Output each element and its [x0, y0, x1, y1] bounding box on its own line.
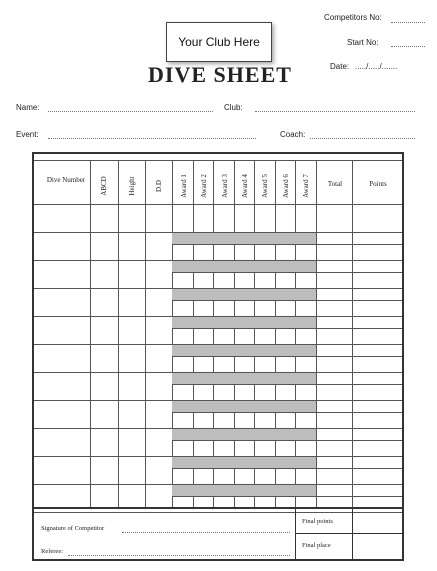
award-row-shade: [172, 401, 316, 412]
column-divider: [316, 160, 317, 507]
column-divider: [193, 160, 194, 507]
column-divider: [118, 160, 119, 507]
total-row-line: [316, 440, 402, 441]
total-row-line: [316, 244, 402, 245]
signature-label: Signature of Competitor: [41, 525, 105, 532]
award-row-line: [172, 440, 316, 441]
award-row-shade: [172, 485, 316, 496]
coach-field[interactable]: [310, 138, 415, 139]
event-field[interactable]: [48, 138, 256, 139]
award-row-line: [172, 328, 316, 329]
award-row-shade: [172, 429, 316, 440]
header-dd: D.D: [155, 180, 163, 192]
header-abcd: ABCD: [100, 176, 108, 196]
coach-label: Coach:: [280, 130, 306, 139]
name-field[interactable]: [48, 111, 213, 112]
total-row-line: [316, 300, 402, 301]
referee-field[interactable]: [68, 555, 290, 556]
column-divider: [275, 160, 276, 507]
header-award-5: Award 5: [261, 174, 269, 198]
date-field[interactable]: ...../...../.......: [355, 62, 398, 71]
referee-label: Referee:: [41, 548, 64, 555]
award-row-shade: [172, 345, 316, 356]
start-no-label: Start No:: [347, 38, 379, 47]
award-row-line: [172, 356, 316, 357]
final-place-cell[interactable]: [353, 534, 401, 558]
column-divider: [352, 160, 353, 507]
date-label: Date:: [330, 62, 350, 71]
total-row-line: [316, 412, 402, 413]
header-award-4: Award 4: [241, 174, 249, 198]
sheet-footer: [32, 509, 404, 561]
header-points: Points: [369, 180, 387, 188]
footer-divider-1: [295, 509, 296, 559]
competitors-no-field[interactable]: [391, 22, 425, 23]
column-divider: [213, 160, 214, 507]
total-row-line: [316, 468, 402, 469]
award-row-line: [172, 412, 316, 413]
competitors-no-label: Competitors No:: [324, 13, 382, 22]
award-row-shade: [172, 289, 316, 300]
award-row-line: [172, 468, 316, 469]
header-award-7: Award 7: [302, 174, 310, 198]
final-place-label: Final place: [302, 542, 331, 549]
total-row-line: [316, 384, 402, 385]
column-divider: [295, 160, 296, 507]
award-row-line: [172, 300, 316, 301]
club-field[interactable]: [255, 111, 415, 112]
award-row-line: [172, 272, 316, 273]
signature-field[interactable]: [122, 532, 290, 533]
final-points-label: Final points: [302, 518, 333, 525]
header-divider: [34, 204, 402, 205]
column-divider: [90, 160, 91, 507]
award-row-line: [172, 384, 316, 385]
club-name-box: [166, 22, 272, 62]
name-label: Name:: [16, 103, 40, 112]
club-label: Club:: [224, 103, 243, 112]
total-row-line: [316, 328, 402, 329]
header-total: Total: [327, 180, 343, 188]
header-award-3: Award 3: [221, 174, 229, 198]
total-row-line: [316, 272, 402, 273]
column-divider: [254, 160, 255, 507]
header-dive-number: Dive Number: [46, 176, 86, 184]
final-points-cell[interactable]: [353, 510, 401, 532]
award-row-line: [172, 496, 316, 497]
club-name-text: Your Club Here: [178, 35, 260, 49]
award-row-line: [172, 244, 316, 245]
award-row-shade: [172, 457, 316, 468]
column-divider: [234, 160, 235, 507]
event-label: Event:: [16, 130, 39, 139]
header-award-2: Award 2: [200, 174, 208, 198]
header-height: Height: [128, 176, 136, 196]
header-award-6: Award 6: [282, 174, 290, 198]
award-row-shade: [172, 317, 316, 328]
column-divider: [145, 160, 146, 507]
page-title: DIVE SHEET: [148, 62, 292, 87]
dive-score-table: [32, 152, 404, 509]
total-row-line: [316, 356, 402, 357]
award-row-shade: [172, 233, 316, 244]
start-no-field[interactable]: [391, 46, 425, 47]
header-award-1: Award 1: [180, 174, 188, 198]
column-divider: [172, 160, 173, 507]
award-row-shade: [172, 373, 316, 384]
award-row-shade: [172, 261, 316, 272]
total-row-line: [316, 496, 402, 497]
